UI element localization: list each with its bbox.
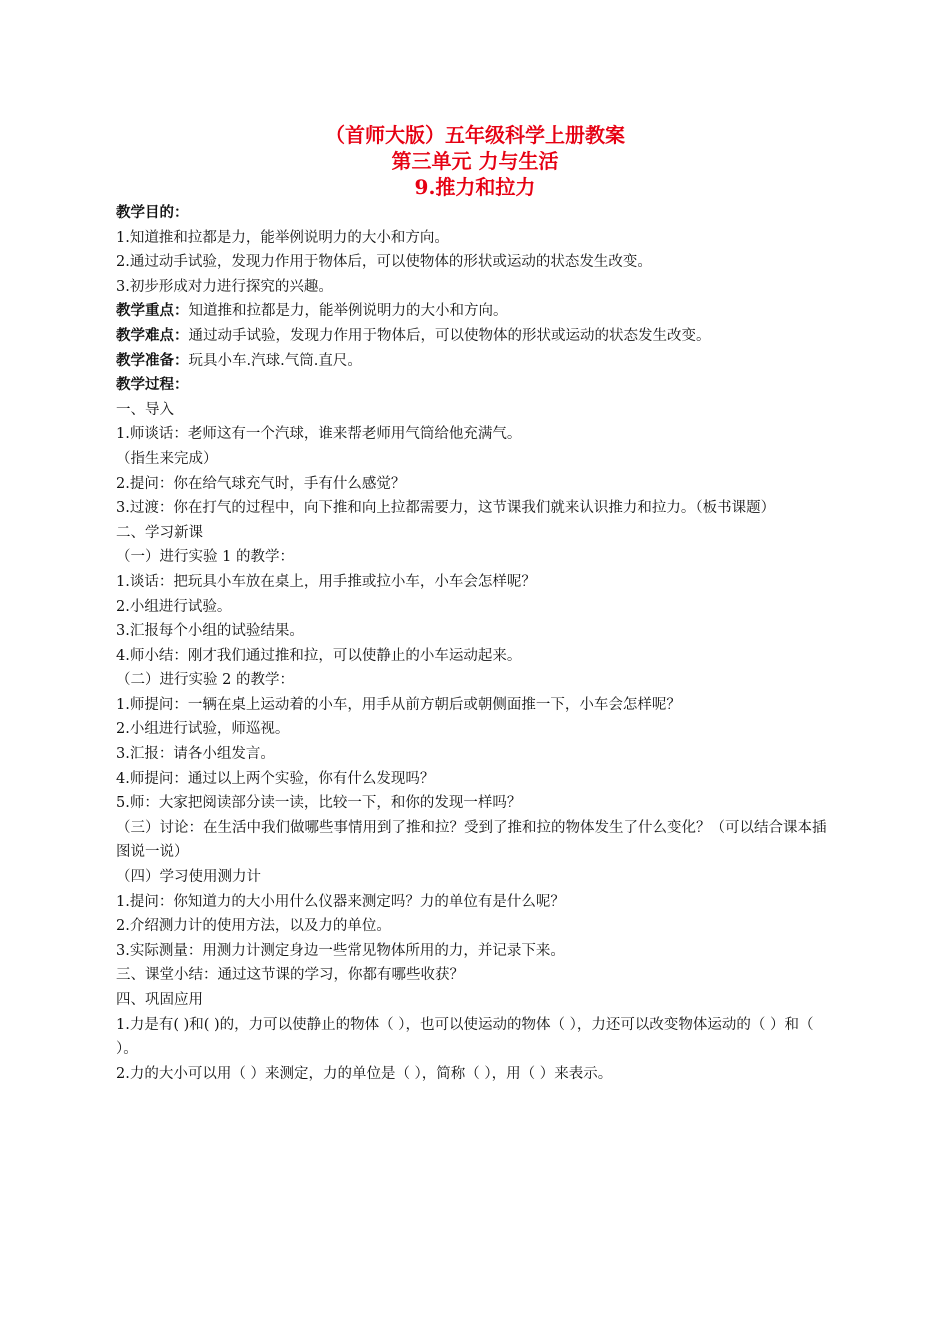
document-header bbox=[0, 122, 950, 200]
experiment-1-title: （一）进行实验 1 的教学： bbox=[116, 549, 294, 566]
intro-item: （指生来完成） bbox=[116, 450, 218, 467]
objective-item: 2.通过动手试验，发现力作用于物体后，可以使物体的形状或运动的状态发生改变。 bbox=[116, 254, 652, 271]
meter-item: 3.实际测量：用测力计测定身边一些常见物体所用的力，并记录下来。 bbox=[116, 942, 565, 959]
experiment-1-item: 3.汇报每个小组的试验结果。 bbox=[116, 623, 304, 640]
experiment-2-title: （二）进行实验 2 的教学： bbox=[116, 672, 294, 689]
practice-question-1: 1.力是有( )和( )的，力可以使静止的物体（ ），也可以使运动的物体（ ），力还可以改变物体运动的（ ）和（ ）。 bbox=[116, 1016, 814, 1058]
experiment-1-item: 1.谈话：把玩具小车放在桌上，用手推或拉小车，小车会怎样呢？ bbox=[116, 573, 536, 590]
key-points-text: 知道推和拉都是力，能举例说明力的大小和方向。 bbox=[188, 303, 508, 320]
experiment-2-item: 2.小组进行试验，师巡视。 bbox=[116, 721, 290, 738]
key-points bbox=[116, 299, 838, 324]
preparation-label: 教学准备： bbox=[116, 351, 189, 369]
intro-item: 2.提问：你在给气球充气时，手有什么感觉？ bbox=[116, 475, 406, 492]
difficulties bbox=[116, 324, 838, 349]
objectives-heading: 教学目的： bbox=[116, 204, 189, 221]
document-title: （首师大版）五年级科学上册教案 bbox=[325, 123, 625, 147]
intro-item: 1.师谈话：老师这有一个汽球，谁来帮老师用气筒给他充满气。 bbox=[116, 426, 522, 443]
meter-item: 1.提问：你知道力的大小用什么仪器来测定吗？力的单位有是什么呢？ bbox=[116, 893, 565, 910]
lesson-title: 9.推力和拉力 bbox=[414, 175, 536, 199]
meter-item: 2.介绍测力计的使用方法，以及力的单位。 bbox=[116, 918, 391, 935]
objective-item: 1.知道推和拉都是力，能举例说明力的大小和方向。 bbox=[116, 229, 449, 246]
discussion: （三）讨论：在生活中我们做哪些事情用到了推和拉？受到了推和拉的物体发生了什么变化？（可以结合课本插图说一说） bbox=[116, 819, 827, 861]
experiment-1-item: 2.小组进行试验。 bbox=[116, 598, 232, 615]
preparation bbox=[116, 349, 838, 374]
document-body bbox=[116, 201, 838, 1086]
experiment-2-item: 4.师提问：通过以上两个实验，你有什么发现吗？ bbox=[116, 770, 435, 787]
experiment-2-item: 1.师提问：一辆在桌上运动着的小车，用手从前方朝后或朝侧面推一下，小车会怎样呢？ bbox=[116, 696, 681, 713]
practice-question-2: 2.力的大小可以用（ ）来测定，力的单位是（ ），简称（ ），用（ ）来表示。 bbox=[116, 1065, 613, 1082]
objective-item: 3.初步形成对力进行探究的兴趣。 bbox=[116, 278, 333, 295]
difficulties-text: 通过动手试验，发现力作用于物体后，可以使物体的形状或运动的状态发生改变。 bbox=[188, 327, 711, 344]
section-intro-title: 一、导入 bbox=[116, 401, 174, 418]
key-points-label: 教学重点： bbox=[116, 302, 189, 320]
unit-title: 第三单元 力与生活 bbox=[391, 149, 559, 173]
difficulties-label: 教学难点： bbox=[116, 326, 189, 344]
intro-item: 3.过渡：你在打气的过程中，向下推和向上拉都需要力，这节课我们就来认识推力和拉力。（板书课题） bbox=[116, 500, 776, 517]
process-heading: 教学过程： bbox=[116, 376, 189, 394]
meter-title: （四）学习使用测力计 bbox=[116, 869, 261, 886]
experiment-2-item: 3.汇报：请各小组发言。 bbox=[116, 746, 275, 763]
practice-title: 四、巩固应用 bbox=[116, 992, 203, 1008]
summary: 三、课堂小结：通过这节课的学习，你都有哪些收获？ bbox=[116, 967, 464, 984]
experiment-2-item: 5.师：大家把阅读部分读一读，比较一下，和你的发现一样吗？ bbox=[116, 795, 522, 812]
preparation-text: 玩具小车.汽球.气筒.直尺。 bbox=[188, 352, 362, 369]
section-new-lesson-title: 二、学习新课 bbox=[116, 524, 203, 541]
experiment-1-item: 4.师小结：刚才我们通过推和拉，可以使静止的小车运动起来。 bbox=[116, 647, 522, 664]
